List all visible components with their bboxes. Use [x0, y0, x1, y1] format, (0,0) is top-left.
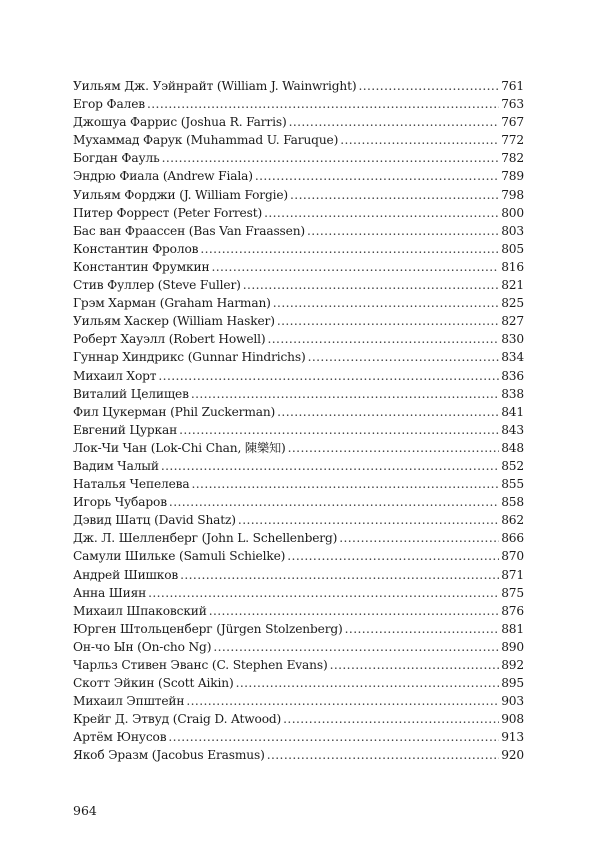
author-name: Крейг Д. Этвуд (Craig D. Atwood) — [73, 712, 282, 727]
toc-entry — [73, 77, 524, 95]
toc-entry — [73, 312, 524, 330]
dot-leader — [158, 367, 499, 385]
dot-leader — [236, 674, 500, 692]
page-number: 881 — [501, 621, 524, 636]
toc-entry — [73, 330, 524, 348]
toc-entry — [73, 511, 524, 529]
page-number: 782 — [501, 151, 524, 166]
dot-leader — [213, 638, 499, 656]
page-number: 838 — [501, 386, 524, 401]
author-name: Вадим Чалый — [73, 458, 159, 473]
page-number: 821 — [501, 278, 524, 293]
page-number: 830 — [501, 332, 524, 347]
dot-leader — [169, 493, 499, 511]
dot-leader — [161, 457, 499, 475]
dot-leader — [287, 547, 499, 565]
author-name: Роберт Хауэлл (Robert Howell) — [73, 332, 266, 347]
dot-leader — [168, 728, 499, 746]
dot-leader — [238, 511, 499, 529]
toc-entry — [73, 367, 524, 385]
author-name: Фил Цукерман (Phil Zuckerman) — [73, 404, 276, 419]
page-number: 895 — [501, 676, 524, 691]
toc-entry — [73, 186, 524, 204]
author-name: Уильям Форджи (J. William Forgie) — [73, 187, 289, 202]
page-number: 761 — [501, 79, 524, 93]
dot-leader — [340, 131, 499, 149]
page-number: 852 — [501, 458, 524, 473]
author-name: Эндрю Фиала (Andrew Fiala) — [73, 169, 253, 184]
toc-entry — [73, 602, 524, 620]
toc-entry — [73, 240, 524, 258]
page-number: 825 — [501, 296, 524, 311]
page-number: 848 — [501, 440, 524, 455]
page-number: 789 — [501, 169, 524, 184]
page-number: 920 — [501, 748, 524, 763]
dot-leader — [191, 385, 499, 403]
dot-leader — [330, 656, 500, 674]
toc-entry — [73, 258, 524, 276]
page-number-footer: 964 — [73, 803, 97, 818]
dot-leader — [277, 403, 499, 421]
toc-entry — [73, 475, 524, 493]
author-name: Игорь Чубаров — [73, 495, 167, 510]
dot-leader — [200, 240, 499, 258]
toc-entry — [73, 656, 524, 674]
toc-entry — [73, 638, 524, 656]
toc-entry — [73, 566, 524, 584]
dot-leader — [211, 258, 499, 276]
page-number: 841 — [501, 404, 524, 419]
page-number: 805 — [501, 241, 524, 256]
page-number: 876 — [501, 603, 524, 618]
author-name: Михаил Хорт — [73, 368, 157, 383]
page-number: 913 — [501, 730, 524, 745]
page-number: 767 — [501, 115, 524, 130]
author-name: Егор Фалев — [73, 97, 145, 112]
toc-entry — [73, 529, 524, 547]
toc-entry — [73, 710, 524, 728]
author-name: Уильям Дж. Уэйнрайт (William J. Wainwright) — [73, 79, 357, 93]
dot-leader — [288, 439, 500, 457]
toc-entry — [73, 276, 524, 294]
toc-entry — [73, 113, 524, 131]
dot-leader — [339, 529, 499, 547]
toc-entry — [73, 547, 524, 565]
dot-leader — [180, 566, 499, 584]
toc-entry — [73, 439, 524, 457]
page-number: 862 — [501, 513, 524, 528]
toc-entry — [73, 674, 524, 692]
page-number: 892 — [501, 658, 524, 672]
toc-entry — [73, 493, 524, 511]
dot-leader — [268, 330, 500, 348]
toc-entry — [73, 584, 524, 602]
toc-entry — [73, 457, 524, 475]
dot-leader — [277, 312, 499, 330]
author-name: Гуннар Хиндрикс (Gunnar Hindrichs) — [73, 350, 306, 365]
page-number: 800 — [501, 205, 524, 220]
toc-entry — [73, 204, 524, 222]
dot-leader — [283, 710, 499, 728]
page-number: 834 — [501, 350, 524, 365]
toc-entry — [73, 746, 524, 764]
toc-entry — [73, 421, 524, 439]
author-name: Стив Фуллер (Steve Fuller) — [73, 278, 241, 293]
toc-entry — [73, 149, 524, 167]
dot-leader — [289, 113, 500, 131]
dot-leader — [267, 746, 499, 764]
author-name: Юрген Штольценберг (Jürgen Stolzenberg) — [73, 621, 343, 636]
page-number: 816 — [501, 259, 524, 274]
author-name: Джошуа Фаррис (Joshua R. Farris) — [73, 115, 287, 130]
dot-leader — [358, 77, 499, 95]
author-name: Бас ван Фраассен (Bas Van Fraassen) — [73, 223, 306, 238]
author-name: Чарльз Стивен Эванс (C. Stephen Evans) — [73, 658, 328, 672]
page-number: 858 — [501, 495, 524, 510]
dot-leader — [179, 421, 499, 439]
author-name: Грэм Харман (Graham Harman) — [73, 296, 271, 311]
author-name: Дж. Л. Шелленберг (John L. Schellenberg) — [73, 531, 338, 546]
dot-leader — [192, 475, 500, 493]
author-name: Михаил Шпаковский — [73, 603, 207, 618]
page-number: 803 — [501, 223, 524, 238]
author-name: Лок-Чи Чан (Lok-Chi Chan, 陳樂知) — [73, 440, 286, 455]
author-name: Константин Фрумкин — [73, 259, 210, 274]
page-number: 866 — [501, 531, 524, 546]
author-name: Виталий Целищев — [73, 386, 189, 401]
page-number: 870 — [501, 549, 524, 564]
dot-leader — [162, 149, 500, 167]
toc-entry — [73, 728, 524, 746]
toc-entry — [73, 95, 524, 113]
dot-leader — [255, 167, 499, 185]
page-number: 890 — [501, 639, 524, 654]
author-name: Анна Шиян — [73, 585, 147, 600]
dot-leader — [209, 602, 499, 620]
author-name: Наталья Чепелева — [73, 477, 190, 492]
author-name: Питер Форрест (Peter Forrest) — [73, 205, 263, 220]
toc-entry — [73, 403, 524, 421]
author-name: Самули Шильке (Samuli Schielke) — [73, 549, 286, 564]
dot-leader — [147, 95, 499, 113]
toc-entry — [73, 385, 524, 403]
page-number: 903 — [501, 694, 524, 709]
dot-leader — [273, 294, 499, 312]
author-name: Якоб Эразм (Jacobus Erasmus) — [73, 748, 265, 763]
dot-leader — [186, 692, 499, 710]
author-name: Уильям Хаскер (William Hasker) — [73, 314, 275, 329]
dot-leader — [345, 620, 500, 638]
author-name: Михаил Эпштейн — [73, 694, 185, 709]
page-number: 908 — [501, 712, 524, 727]
page-number: 836 — [501, 368, 524, 383]
toc-entry — [73, 222, 524, 240]
toc-entry — [73, 692, 524, 710]
dot-leader — [308, 348, 500, 366]
author-name: Скотт Эйкин (Scott Aikin) — [73, 676, 234, 691]
page-number: 875 — [501, 585, 524, 600]
toc-entry — [73, 620, 524, 638]
author-name: Дэвид Шатц (David Shatz) — [73, 513, 236, 528]
dot-leader — [148, 584, 499, 602]
table-of-contents — [73, 77, 524, 765]
dot-leader — [243, 276, 499, 294]
dot-leader — [290, 186, 499, 204]
page-number: 763 — [501, 97, 524, 112]
toc-entry — [73, 294, 524, 312]
page-number: 871 — [501, 567, 524, 582]
author-name: Евгений Цуркан — [73, 422, 178, 437]
page-number: 798 — [501, 187, 524, 202]
page-number: 827 — [501, 314, 524, 329]
toc-entry — [73, 167, 524, 185]
page-number: 772 — [501, 133, 524, 148]
author-name: Константин Фролов — [73, 241, 199, 256]
author-name: Артём Юнусов — [73, 730, 167, 745]
dot-leader — [264, 204, 499, 222]
author-name: Он-чо Ын (On-cho Ng) — [73, 639, 212, 654]
author-name: Мухаммад Фарук (Muhammad U. Faruque) — [73, 133, 339, 148]
toc-entry — [73, 348, 524, 366]
author-name: Андрей Шишков — [73, 567, 179, 582]
dot-leader — [307, 222, 499, 240]
page-number: 843 — [501, 422, 524, 437]
author-name: Богдан Фауль — [73, 151, 160, 166]
toc-entry — [73, 131, 524, 149]
page-number: 855 — [501, 477, 524, 492]
